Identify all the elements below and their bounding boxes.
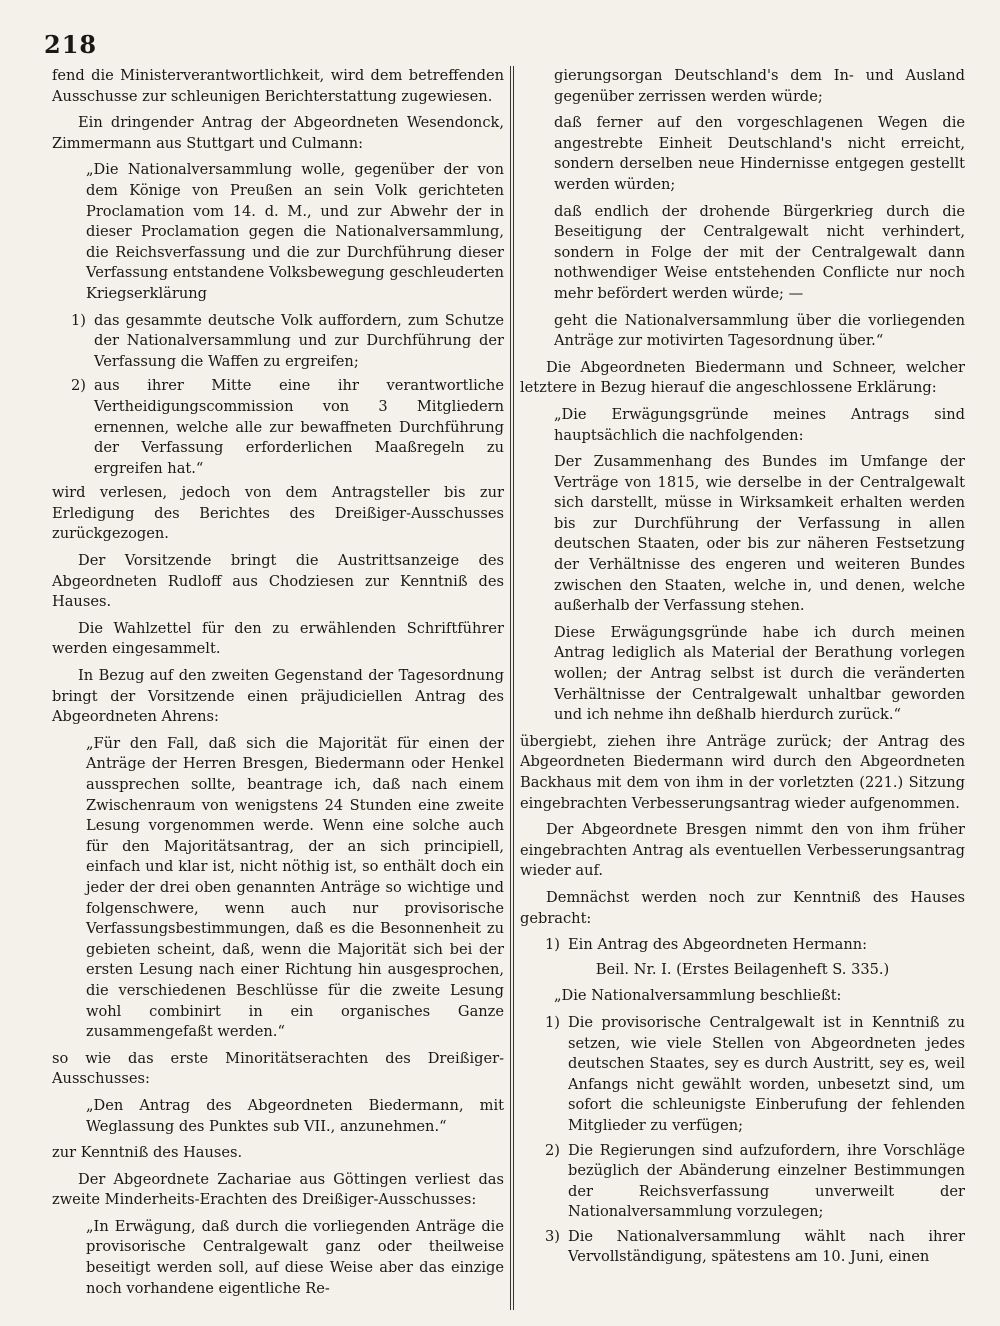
list-item — [520, 935, 965, 956]
list-item — [520, 1227, 965, 1268]
quoted-declaration: Der Zusammenhang des Bundes im Umfange der Verträge von 1815, wie derselbe in der Centralgewalt sich darstellt, müsse in Wirksamkeit erhalten werden bis zur Durchführung der Verfassung in allen deutschen Staaten, oder bis zur näheren Festsetzung der Verhältnisse des engeren und weiteren Bundes zwischen den Staaten, welche in, und denen, welche außerhalb der Verfassung stehen. — [554, 453, 965, 615]
list-number: 1) — [545, 1013, 560, 1031]
paragraph: übergiebt, ziehen ihre Anträge zurück; der Antrag des Abgeordneten Biedermann wird durch den Abgeordneten Backhaus mit dem von ihm in der vorletzten (221.) Sitzung eingebrachten Verbesserungsantrag wieder aufgenommen. — [520, 732, 965, 812]
quoted-motion: „Den Antrag des Abgeordneten Biedermann, mit Weglassung des Punktes sub VII., anzunehmen.“ — [86, 1096, 504, 1135]
quoted-motion: „Die Nationalversammlung wolle, gegenüber der von dem Könige von Preußen an sein Volk gerichteten Proclamation vom 14. d. M., und zur Abwehr der in dieser Proclamation gegen die Nationalversammlung, die Reichsverfassung und die zur Durchführung dieser Verfassung entstandene Volksbewegung geschleuderten Kriegserklärung — [86, 161, 504, 302]
list-item — [52, 311, 504, 373]
list-number: 2) — [545, 1141, 560, 1159]
paragraph: zur Kenntniß des Hauses. — [52, 1144, 243, 1162]
quoted-motion: „In Erwägung, daß durch die vorliegenden Anträge die provisorische Centralgewalt ganz oder theilweise beseitigt werden soll, auf diese Weise aber das einzige noch vorhandene eigentliche Re- — [86, 1217, 504, 1297]
paragraph: Der Vorsitzende bringt die Austrittsanzeige des Abgeordneten Rudloff aus Chodziesen zur Kenntniß des Hauses. — [52, 552, 504, 611]
quoted-motion: geht die Nationalversammlung über die vorliegenden Anträge zur motivirten Tagesordnung über.“ — [554, 311, 965, 350]
quoted-declaration: „Die Erwägungsgründe meines Antrags sind hauptsächlich die nachfolgenden: — [554, 405, 965, 444]
list-text: aus ihrer Mitte eine ihr verantwortliche Vertheidigungscommission von 3 Mitgliedern ernennen, welche alle zur bewaffneten Durchführung der Verfassung erforderlichen Maaßregeln zu ergreifen hat.“ — [94, 377, 504, 477]
quoted-motion: „Für den Fall, daß sich die Majorität für einen der Anträge der Herren Bresgen, Biedermann oder Henkel aussprechen sollte, beantrage ich, daß nach einem Zwischenraum von wenigstens 24 Stunden eine zweite Lesung vorgenommen werde. Wenn eine solche auch für den Majoritätsantrag, der an sich principiell, einfach und klar ist, nicht nöthig ist, so enthält doch ein jeder der drei oben genannten Anträge so wichtige und folgenschwere, wenn auch nur provisorische Verfassungsbestimmungen, daß es die Besonnenheit zu gebieten scheint, daß, wenn die Majorität sich bei der ersten Lesung nach einer Richtung hin ausgesprochen, die verschiedenen Beschlüsse für die zweite Lesung wohl combinirt in ein organisches Ganze zusammengefaßt werden.“ — [86, 734, 504, 1041]
paragraph: Der Abgeordnete Bresgen nimmt den von ihm früher eingebrachten Antrag als eventuellen Verbesserungsantrag wieder auf. — [520, 821, 965, 880]
quoted-motion: daß ferner auf den vorgeschlagenen Wegen die angestrebte Einheit Deutschland's nicht erreicht, sondern derselben neue Hindernisse entgegen gestellt werden würden; — [554, 114, 965, 193]
column-divider — [513, 66, 514, 1310]
page-number: 218 — [44, 30, 98, 59]
paragraph: so wie das erste Minoritätserachten des Dreißiger-Ausschusses: — [52, 1049, 504, 1088]
paragraph: Demnächst werden noch zur Kenntniß des Hauses gebracht: — [520, 888, 965, 927]
list-text: Die Regierungen sind aufzufordern, ihre Vorschläge bezüglich der Abänderung einzelner Bestimmungen der Reichsverfassung unverweilt der Nationalversammlung vorzulegen; — [568, 1141, 965, 1221]
quoted-motion: gierungsorgan Deutschland's dem In- und Ausland gegenüber zerrissen werden würde; — [554, 67, 965, 105]
paragraph: Die Abgeordneten Biedermann und Schneer, welcher letztere in Bezug hierauf die angeschlossene Erklärung: — [520, 358, 965, 397]
quoted-declaration: Diese Erwägungsgründe habe ich durch meinen Antrag lediglich als Material der Berathung vorlegen wollen; der Antrag selbst ist durch die veränderten Verhältnisse der Centralgewalt unhaltbar geworden und ich nehme ihn deßhalb hierdurch zurück.“ — [554, 623, 965, 724]
list-item — [520, 1013, 965, 1137]
paragraph: Der Abgeordnete Zachariae aus Göttingen verliest das zweite Minderheits-Erachten des Dreißiger-Ausschusses: — [52, 1170, 504, 1209]
list-text: Die provisorische Centralgewalt ist in Kenntniß zu setzen, wie viele Stellen von Abgeordneten jedes deutschen Staates, sey es durch Austritt, sey es, weil Anfangs nicht gewählt worden, unbesetzt sind, um sofort die schleunigste Einberufung der fehlenden Mitglieder zu verfügen; — [568, 1013, 965, 1134]
paragraph: wird verlesen, jedoch von dem Antragsteller bis zur Erledigung des Berichtes des Dreißiger-Ausschusses zurückgezogen. — [52, 484, 504, 543]
list-number: 3) — [545, 1227, 560, 1245]
paragraph: Die Wahlzettel für den zu erwählenden Schriftführer werden eingesammelt. — [52, 619, 504, 658]
list-number: 1) — [71, 311, 86, 329]
paragraph: Ein dringender Antrag der Abgeordneten Wesendonck, Zimmermann aus Stuttgart und Culmann: — [52, 114, 504, 152]
left-column — [52, 66, 504, 1297]
list-text: das gesammte deutsche Volk auffordern, zum Schutze der Nationalversammlung und zur Durchführung der Verfassung die Waffen zu ergreifen; — [94, 311, 504, 370]
list-text: Ein Antrag des Abgeordneten Hermann: — [568, 936, 868, 954]
list-number: 1) — [545, 936, 560, 954]
paragraph: fend die Ministerverantwortlichkeit, wird dem betreffenden Ausschusse zur schleunigen Berichterstattung zugewiesen. — [52, 67, 504, 105]
supplement-reference: Beil. Nr. I. (Erstes Beilagenheft S. 335.) — [595, 960, 890, 978]
list-item — [520, 1141, 965, 1223]
list-item — [52, 376, 504, 479]
list-text: Die Nationalversammlung wählt nach ihrer Vervollständigung, spätestens am 10. Juni, einen — [568, 1227, 965, 1266]
column-divider — [510, 66, 511, 1310]
quoted-motion: daß endlich der drohende Bürgerkrieg durch die Beseitigung der Centralgewalt nicht verhindert, sondern in Folge der mit der Centralgewalt dann nothwendiger Weise entstehenden Conflicte nur noch mehr befördert werden würde; — — [554, 202, 965, 302]
quoted-motion: „Die Nationalversammlung beschließt: — [554, 987, 842, 1005]
list-number: 2) — [71, 377, 86, 395]
paragraph: In Bezug auf den zweiten Gegenstand der Tagesordnung bringt der Vorsitzende einen präjudiciellen Antrag des Abgeordneten Ahrens: — [52, 667, 504, 726]
right-column — [520, 66, 965, 1286]
